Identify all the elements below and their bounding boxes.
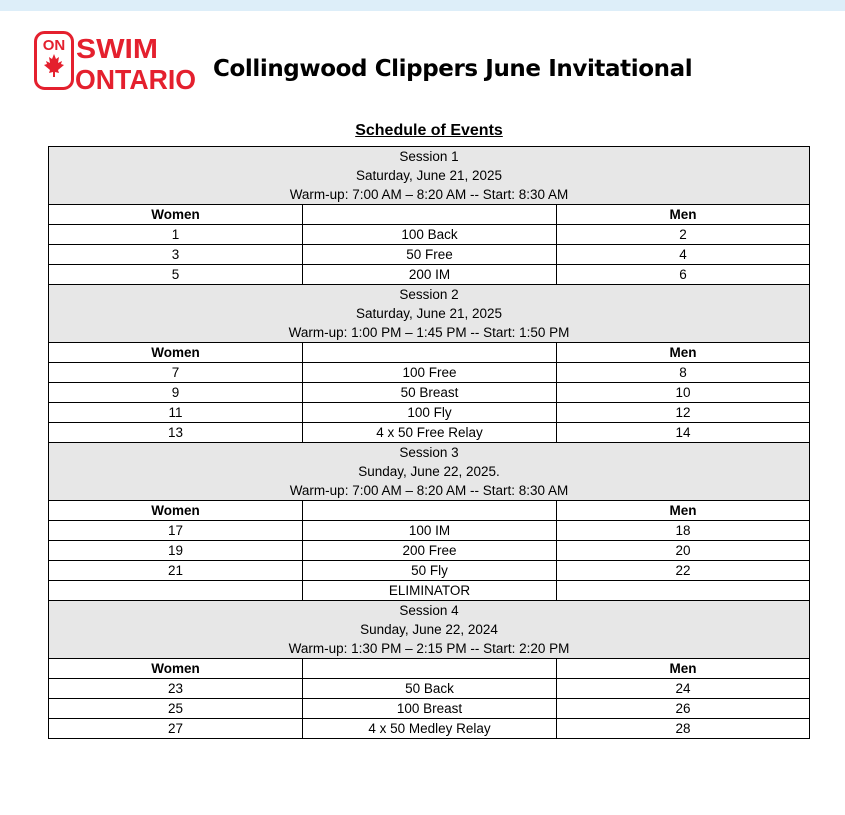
event-name: 200 Free	[303, 541, 557, 561]
session-header-row	[49, 147, 810, 205]
schedule-table	[48, 146, 810, 739]
men-event-number: 14	[557, 423, 810, 443]
session-header	[49, 285, 810, 343]
event-name: 100 Back	[303, 225, 557, 245]
session-times: Warm-up: 1:30 PM – 2:15 PM -- Start: 2:20 PM	[288, 641, 570, 656]
men-event-number: 26	[557, 699, 810, 719]
event-name: 4 x 50 Free Relay	[303, 423, 557, 443]
table-row	[49, 699, 810, 719]
event-name: 100 Breast	[303, 699, 557, 719]
women-column-header: Women	[49, 501, 303, 521]
table-row	[49, 561, 810, 581]
women-column-header: Women	[49, 205, 303, 225]
men-column-header: Men	[557, 205, 810, 225]
session-header-row	[49, 285, 810, 343]
men-event-number: 18	[557, 521, 810, 541]
event-name: 50 Fly	[303, 561, 557, 581]
women-event-number: 13	[49, 423, 303, 443]
table-row	[49, 225, 810, 245]
schedule-heading: Schedule of Events	[355, 122, 503, 139]
swim-ontario-logo	[34, 31, 198, 93]
session-name: Session 3	[399, 445, 459, 460]
session-header	[49, 147, 810, 205]
event-column-header	[303, 343, 557, 363]
maple-leaf-icon	[44, 54, 64, 77]
meet-title: Collingwood Clippers June Invitational	[213, 56, 693, 82]
women-event-number: 23	[49, 679, 303, 699]
column-header-row	[49, 501, 810, 521]
session-header	[49, 443, 810, 501]
event-name: 200 IM	[303, 265, 557, 285]
event-name: 50 Back	[303, 679, 557, 699]
event-name: 100 IM	[303, 521, 557, 541]
men-event-number: 2	[557, 225, 810, 245]
session-times: Warm-up: 7:00 AM – 8:20 AM -- Start: 8:30 AM	[289, 187, 569, 202]
women-event-number	[49, 581, 303, 601]
session-header-row	[49, 601, 810, 659]
top-strip	[0, 0, 845, 11]
men-column-header: Men	[557, 501, 810, 521]
logo-line1: SWIM	[76, 33, 158, 64]
men-event-number: 22	[557, 561, 810, 581]
session-times: Warm-up: 1:00 PM – 1:45 PM -- Start: 1:50 PM	[288, 325, 570, 340]
table-row	[49, 541, 810, 561]
men-event-number: 28	[557, 719, 810, 739]
women-event-number: 7	[49, 363, 303, 383]
table-row	[49, 363, 810, 383]
women-event-number: 25	[49, 699, 303, 719]
column-header-row	[49, 205, 810, 225]
session-times: Warm-up: 7:00 AM – 8:20 AM -- Start: 8:30 AM	[289, 483, 569, 498]
session-header-row	[49, 443, 810, 501]
event-name: 50 Free	[303, 245, 557, 265]
women-event-number: 5	[49, 265, 303, 285]
event-name: 100 Fly	[303, 403, 557, 423]
table-row	[49, 521, 810, 541]
women-event-number: 17	[49, 521, 303, 541]
session-name: Session 2	[399, 287, 459, 302]
women-event-number: 21	[49, 561, 303, 581]
event-column-header	[303, 501, 557, 521]
women-event-number: 19	[49, 541, 303, 561]
men-event-number: 6	[557, 265, 810, 285]
table-row	[49, 403, 810, 423]
table-row	[49, 245, 810, 265]
table-row	[49, 679, 810, 699]
women-event-number: 11	[49, 403, 303, 423]
men-column-header: Men	[557, 659, 810, 679]
table-row	[49, 581, 810, 601]
event-name: 100 Free	[303, 363, 557, 383]
session-date: Saturday, June 21, 2025	[355, 306, 503, 321]
women-event-number: 1	[49, 225, 303, 245]
men-column-header: Men	[557, 343, 810, 363]
women-event-number: 3	[49, 245, 303, 265]
women-event-number: 9	[49, 383, 303, 403]
table-row	[49, 265, 810, 285]
table-row	[49, 423, 810, 443]
table-row	[49, 383, 810, 403]
men-event-number: 8	[557, 363, 810, 383]
men-event-number: 10	[557, 383, 810, 403]
logo-line2: ONTARIO	[75, 64, 196, 93]
event-column-header	[303, 659, 557, 679]
men-event-number: 20	[557, 541, 810, 561]
event-name: ELIMINATOR	[303, 581, 557, 601]
women-column-header: Women	[49, 659, 303, 679]
women-event-number: 27	[49, 719, 303, 739]
column-header-row	[49, 659, 810, 679]
session-name: Session 4	[399, 603, 459, 618]
event-name: 50 Breast	[303, 383, 557, 403]
session-name: Session 1	[399, 149, 459, 164]
logo-badge-text: ON	[42, 37, 66, 54]
men-event-number: 24	[557, 679, 810, 699]
event-column-header	[303, 205, 557, 225]
table-row	[49, 719, 810, 739]
women-column-header: Women	[49, 343, 303, 363]
session-header	[49, 601, 810, 659]
men-event-number	[557, 581, 810, 601]
men-event-number: 12	[557, 403, 810, 423]
event-name: 4 x 50 Medley Relay	[303, 719, 557, 739]
session-date: Sunday, June 22, 2025.	[358, 464, 500, 479]
column-header-row	[49, 343, 810, 363]
men-event-number: 4	[557, 245, 810, 265]
session-date: Saturday, June 21, 2025	[355, 168, 503, 183]
session-date: Sunday, June 22, 2024	[360, 622, 498, 637]
